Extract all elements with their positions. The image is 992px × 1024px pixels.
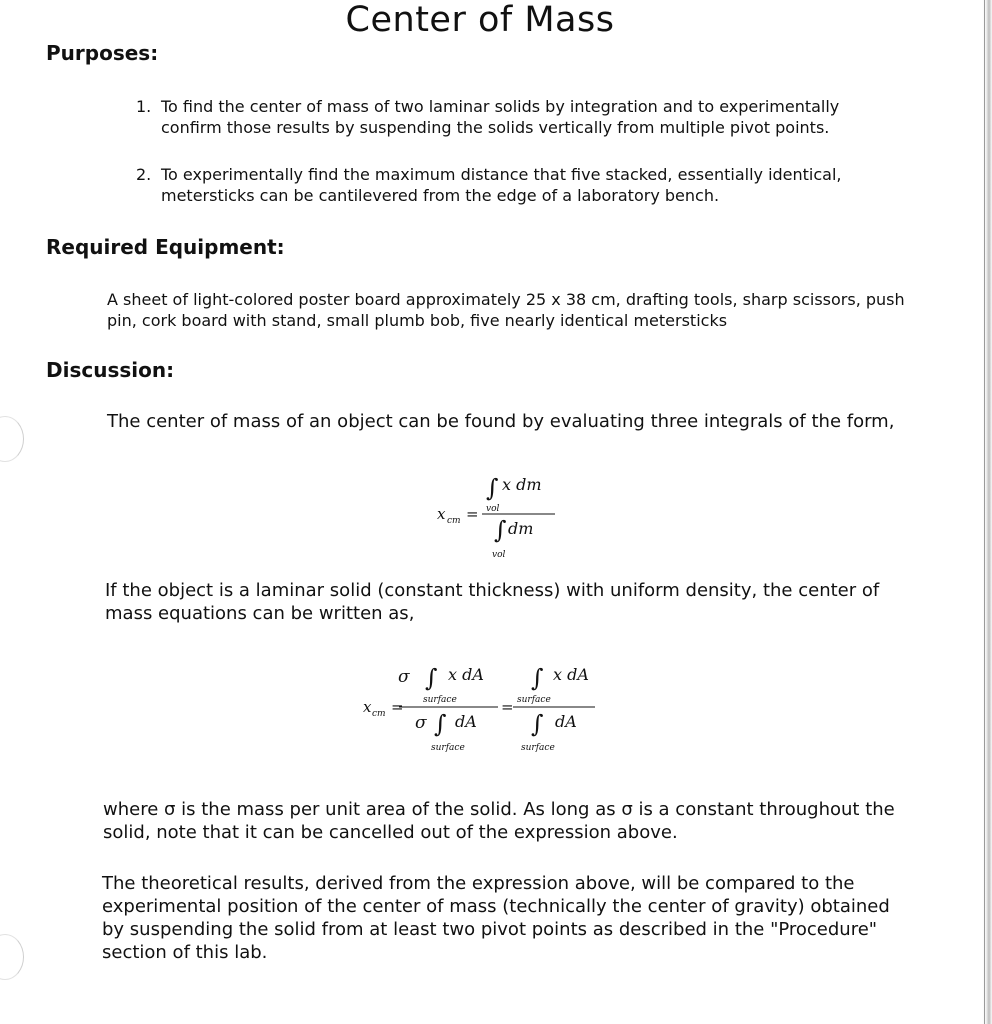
discussion-paragraph: The theoretical results, derived from the expression above, will be compared to the experimental position of the center of mass (technically the center of gravity) obtained by suspending the solid from at least two pivot points as described in the "Procedure" section of this lab. (102, 873, 890, 963)
binder-hole (0, 416, 24, 462)
eq-denominator: dA (455, 712, 477, 731)
eq-equals: = (466, 505, 479, 523)
purpose-text: To find the center of mass of two laminar solids by integration and to experimentally confirm those results by suspending the solids vertically from multiple pivot points. (161, 97, 840, 137)
eq-limit: surface (423, 695, 457, 705)
eq-numerator: x dA (448, 665, 484, 684)
discussion-heading: Discussion: (46, 358, 175, 382)
eq-equals: = (501, 698, 514, 716)
eq-limit: vol (486, 504, 500, 514)
purpose-text: To experimentally find the maximum distance that five stacked, essentially identical, metersticks can be cantilevered from the edge of a laboratory bench. (161, 165, 842, 205)
purpose-number: 1. (136, 97, 152, 116)
eq-limit: surface (521, 743, 555, 753)
eq-denominator: dm (508, 519, 534, 538)
integral-sign: ∫ (486, 474, 499, 502)
integral-sign: ∫ (425, 664, 438, 692)
discussion-paragraph: where σ is the mass per unit area of the solid. As long as σ is a constant throughout the solid, note that it can be cancelled out of the expression above. (103, 799, 895, 843)
purpose-number: 2. (136, 165, 152, 184)
eq-limit: vol (492, 550, 506, 560)
discussion-paragraph: If the object is a laminar solid (constant thickness) with uniform density, the center of mass equations can be written as, (105, 580, 880, 624)
eq-numerator: x dm (502, 475, 542, 494)
eq-denominator: dA (555, 712, 577, 731)
purposes-heading: Purposes: (46, 41, 159, 65)
page-edge (982, 0, 992, 1024)
binder-hole (0, 934, 24, 980)
eq-limit: surface (431, 743, 465, 753)
eq-numerator: x dA (553, 665, 589, 684)
eq-lhs: x (437, 505, 446, 523)
eq-lhs-subscript: cm (447, 516, 461, 526)
laminar-center-of-mass-equation (355, 652, 605, 762)
purpose-item (136, 96, 896, 138)
integral-sign: ∫ (531, 664, 544, 692)
purpose-item (136, 164, 896, 206)
page-title: Center of Mass (345, 0, 615, 40)
eq-equals: = (391, 698, 404, 716)
integral-sign: ∫ (434, 710, 447, 738)
equipment-text: A sheet of light-colored poster board approximately 25 x 38 cm, drafting tools, sharp scissors, push pin, cork board with stand, small plumb bob, five nearly identical metersticks (107, 290, 905, 330)
center-of-mass-equation (420, 466, 580, 566)
eq-lhs: x (363, 698, 372, 716)
eq-lhs-subscript: cm (372, 709, 386, 719)
sigma-symbol: σ (398, 667, 410, 687)
eq-limit: surface (517, 695, 551, 705)
integral-sign: ∫ (494, 516, 507, 544)
integral-sign: ∫ (531, 710, 544, 738)
discussion-paragraph: The center of mass of an object can be found by evaluating three integrals of the form, (107, 411, 895, 432)
equipment-heading: Required Equipment: (46, 235, 285, 259)
sigma-symbol: σ (415, 713, 427, 733)
